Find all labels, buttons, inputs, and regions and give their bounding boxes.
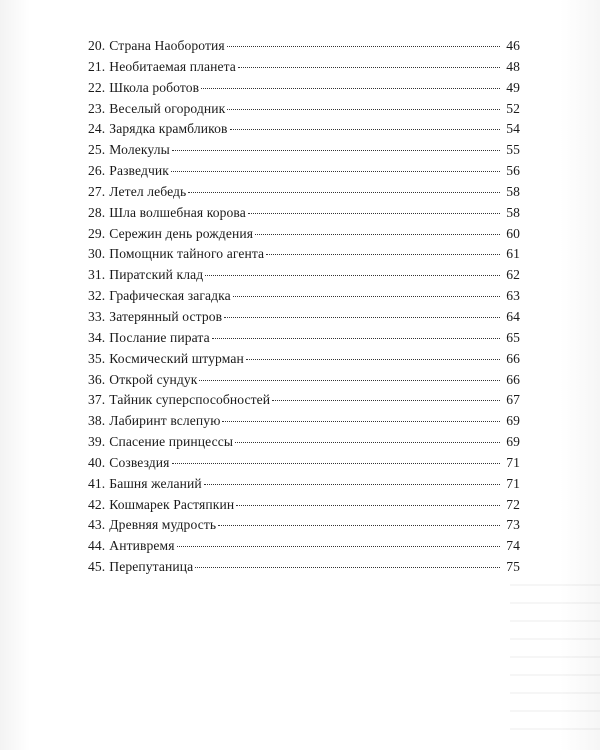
dot-leader xyxy=(171,171,500,172)
toc-entry-title: Летел лебедь xyxy=(109,183,187,199)
toc-entry-page-number: 72 xyxy=(506,496,520,512)
toc-entry-title: Веселый огородник xyxy=(109,100,226,116)
dot-leader xyxy=(201,88,500,89)
toc-entry-page-number: 62 xyxy=(506,267,520,283)
toc-entry-number: 32. xyxy=(88,288,106,304)
toc-entry xyxy=(88,515,520,536)
dot-leader xyxy=(172,150,500,151)
toc-entry-title: Школа роботов xyxy=(109,79,200,95)
dot-leader xyxy=(235,442,500,443)
toc-entry-page-number: 67 xyxy=(506,392,520,408)
toc-entry-number: 25. xyxy=(88,142,106,158)
toc-entry-page-number: 69 xyxy=(506,434,520,450)
toc-entry-page-number: 66 xyxy=(506,350,520,366)
toc-entry xyxy=(88,557,520,578)
toc-entry-number: 42. xyxy=(88,496,106,512)
toc-entry xyxy=(88,432,520,453)
toc-entry xyxy=(88,140,520,161)
toc-entry-title: Созвездия xyxy=(109,454,170,470)
toc-entry-number: 34. xyxy=(88,329,106,345)
toc-entry-page-number: 63 xyxy=(506,288,520,304)
toc-entry-number: 27. xyxy=(88,183,106,199)
toc-entry-number: 29. xyxy=(88,225,106,241)
dot-leader xyxy=(218,525,500,526)
dot-leader xyxy=(230,129,500,130)
toc-entry-title: Помощник тайного агента xyxy=(109,246,265,262)
toc-entry-page-number: 52 xyxy=(506,100,520,116)
toc-entry-number: 20. xyxy=(88,38,106,53)
toc-entry-number: 35. xyxy=(88,350,106,366)
dot-leader xyxy=(222,421,500,422)
toc-entry-page-number: 46 xyxy=(506,38,520,53)
toc-entry-title: Страна Наоборотия xyxy=(109,38,225,53)
toc-entry-number: 43. xyxy=(88,517,106,533)
dot-leader xyxy=(212,338,500,339)
toc-entry-page-number: 65 xyxy=(506,329,520,345)
toc-entry-page-number: 71 xyxy=(506,454,520,470)
dot-leader xyxy=(266,254,500,255)
toc-entry xyxy=(88,265,520,286)
toc-entry-number: 24. xyxy=(88,121,106,137)
toc-entry xyxy=(88,57,520,78)
toc-entry xyxy=(88,370,520,391)
toc-entry-page-number: 49 xyxy=(506,79,520,95)
toc-entry xyxy=(88,349,520,370)
toc-entry xyxy=(88,36,520,57)
toc-entry-number: 39. xyxy=(88,434,106,450)
toc-entry-title: Космический штурман xyxy=(109,350,244,366)
toc-entry-title: Сережин день рождения xyxy=(109,225,254,241)
toc-entry-number: 41. xyxy=(88,475,106,491)
toc-entry-number: 40. xyxy=(88,454,106,470)
toc-entry xyxy=(88,328,520,349)
table-of-contents xyxy=(88,36,520,578)
toc-entry-number: 23. xyxy=(88,100,106,116)
toc-entry-number: 30. xyxy=(88,246,106,262)
toc-entry-page-number: 66 xyxy=(506,371,520,387)
toc-entry-page-number: 60 xyxy=(506,225,520,241)
toc-entry-title: Зарядка крамбликов xyxy=(109,121,228,137)
toc-entry-page-number: 56 xyxy=(506,163,520,179)
toc-entry-title: Древняя мудрость xyxy=(109,517,217,533)
toc-entry-title: Пиратский клад xyxy=(109,267,204,283)
dot-leader xyxy=(272,400,500,401)
toc-entry-page-number: 48 xyxy=(506,58,520,74)
toc-entry xyxy=(88,536,520,557)
toc-entry xyxy=(88,182,520,203)
toc-entry xyxy=(88,307,520,328)
dot-leader xyxy=(233,296,500,297)
toc-entry-number: 38. xyxy=(88,413,106,429)
toc-entry-title: Шла волшебная корова xyxy=(109,204,246,220)
toc-entry-number: 44. xyxy=(88,538,106,554)
dot-leader xyxy=(227,109,500,110)
toc-entry-page-number: 64 xyxy=(506,308,520,324)
toc-entry-title: Графическая загадка xyxy=(109,288,231,304)
toc-entry-title: Необитаемая планета xyxy=(109,58,236,74)
dot-leader xyxy=(246,359,500,360)
toc-entry-number: 37. xyxy=(88,392,106,408)
dot-leader xyxy=(195,567,500,568)
toc-entry xyxy=(88,203,520,224)
toc-entry-page-number: 55 xyxy=(506,142,520,158)
dot-leader xyxy=(188,192,500,193)
toc-entry-title: Спасение принцессы xyxy=(109,434,234,450)
toc-entry-page-number: 73 xyxy=(506,517,520,533)
dot-leader xyxy=(199,380,500,381)
toc-entry xyxy=(88,411,520,432)
toc-entry-title: Разведчик xyxy=(109,163,169,179)
dot-leader xyxy=(172,463,500,464)
toc-entry xyxy=(88,495,520,516)
toc-entry-number: 31. xyxy=(88,267,106,283)
toc-entry-page-number: 75 xyxy=(506,559,520,575)
toc-entry xyxy=(88,474,520,495)
toc-entry-page-number: 54 xyxy=(506,121,520,137)
toc-entry-page-number: 58 xyxy=(506,204,520,220)
toc-entry-title: Башня желаний xyxy=(109,475,202,491)
toc-entry-number: 33. xyxy=(88,308,106,324)
toc-entry-title: Антивремя xyxy=(109,538,175,554)
toc-entry xyxy=(88,99,520,120)
dot-leader xyxy=(248,213,500,214)
dot-leader xyxy=(255,234,500,235)
toc-entry-title: Открой сундук xyxy=(109,371,198,387)
toc-entry-page-number: 61 xyxy=(506,246,520,262)
toc-entry xyxy=(88,453,520,474)
toc-entry-number: 28. xyxy=(88,204,106,220)
toc-entry-page-number: 71 xyxy=(506,475,520,491)
toc-entry-title: Затерянный остров xyxy=(109,308,223,324)
toc-entry-title: Молекулы xyxy=(109,142,170,158)
bleed-through-texture xyxy=(510,580,600,730)
dot-leader xyxy=(227,46,500,47)
dot-leader xyxy=(238,67,500,68)
toc-entry-title: Тайник суперспособностей xyxy=(109,392,271,408)
toc-entry-page-number: 74 xyxy=(506,538,520,554)
toc-entry xyxy=(88,390,520,411)
dot-leader xyxy=(204,484,500,485)
toc-entry-page-number: 69 xyxy=(506,413,520,429)
toc-entry-title: Кошмарек Растяпкин xyxy=(109,496,235,512)
toc-entry-number: 26. xyxy=(88,163,106,179)
toc-entry-title: Лабиринт вслепую xyxy=(109,413,221,429)
toc-entry-number: 36. xyxy=(88,371,106,387)
dot-leader xyxy=(236,505,500,506)
toc-entry-title: Послание пирата xyxy=(109,329,210,345)
toc-entry xyxy=(88,286,520,307)
toc-entry-number: 21. xyxy=(88,58,106,74)
dot-leader xyxy=(205,275,500,276)
toc-entry-page-number: 58 xyxy=(506,183,520,199)
toc-entry xyxy=(88,78,520,99)
toc-entry xyxy=(88,119,520,140)
toc-entry xyxy=(88,244,520,265)
toc-entry xyxy=(88,224,520,245)
toc-entry-title: Перепутаница xyxy=(109,559,194,575)
dot-leader xyxy=(224,317,500,318)
toc-entry xyxy=(88,161,520,182)
toc-entry-number: 45. xyxy=(88,559,106,575)
dot-leader xyxy=(177,546,500,547)
toc-entry-number: 22. xyxy=(88,79,106,95)
